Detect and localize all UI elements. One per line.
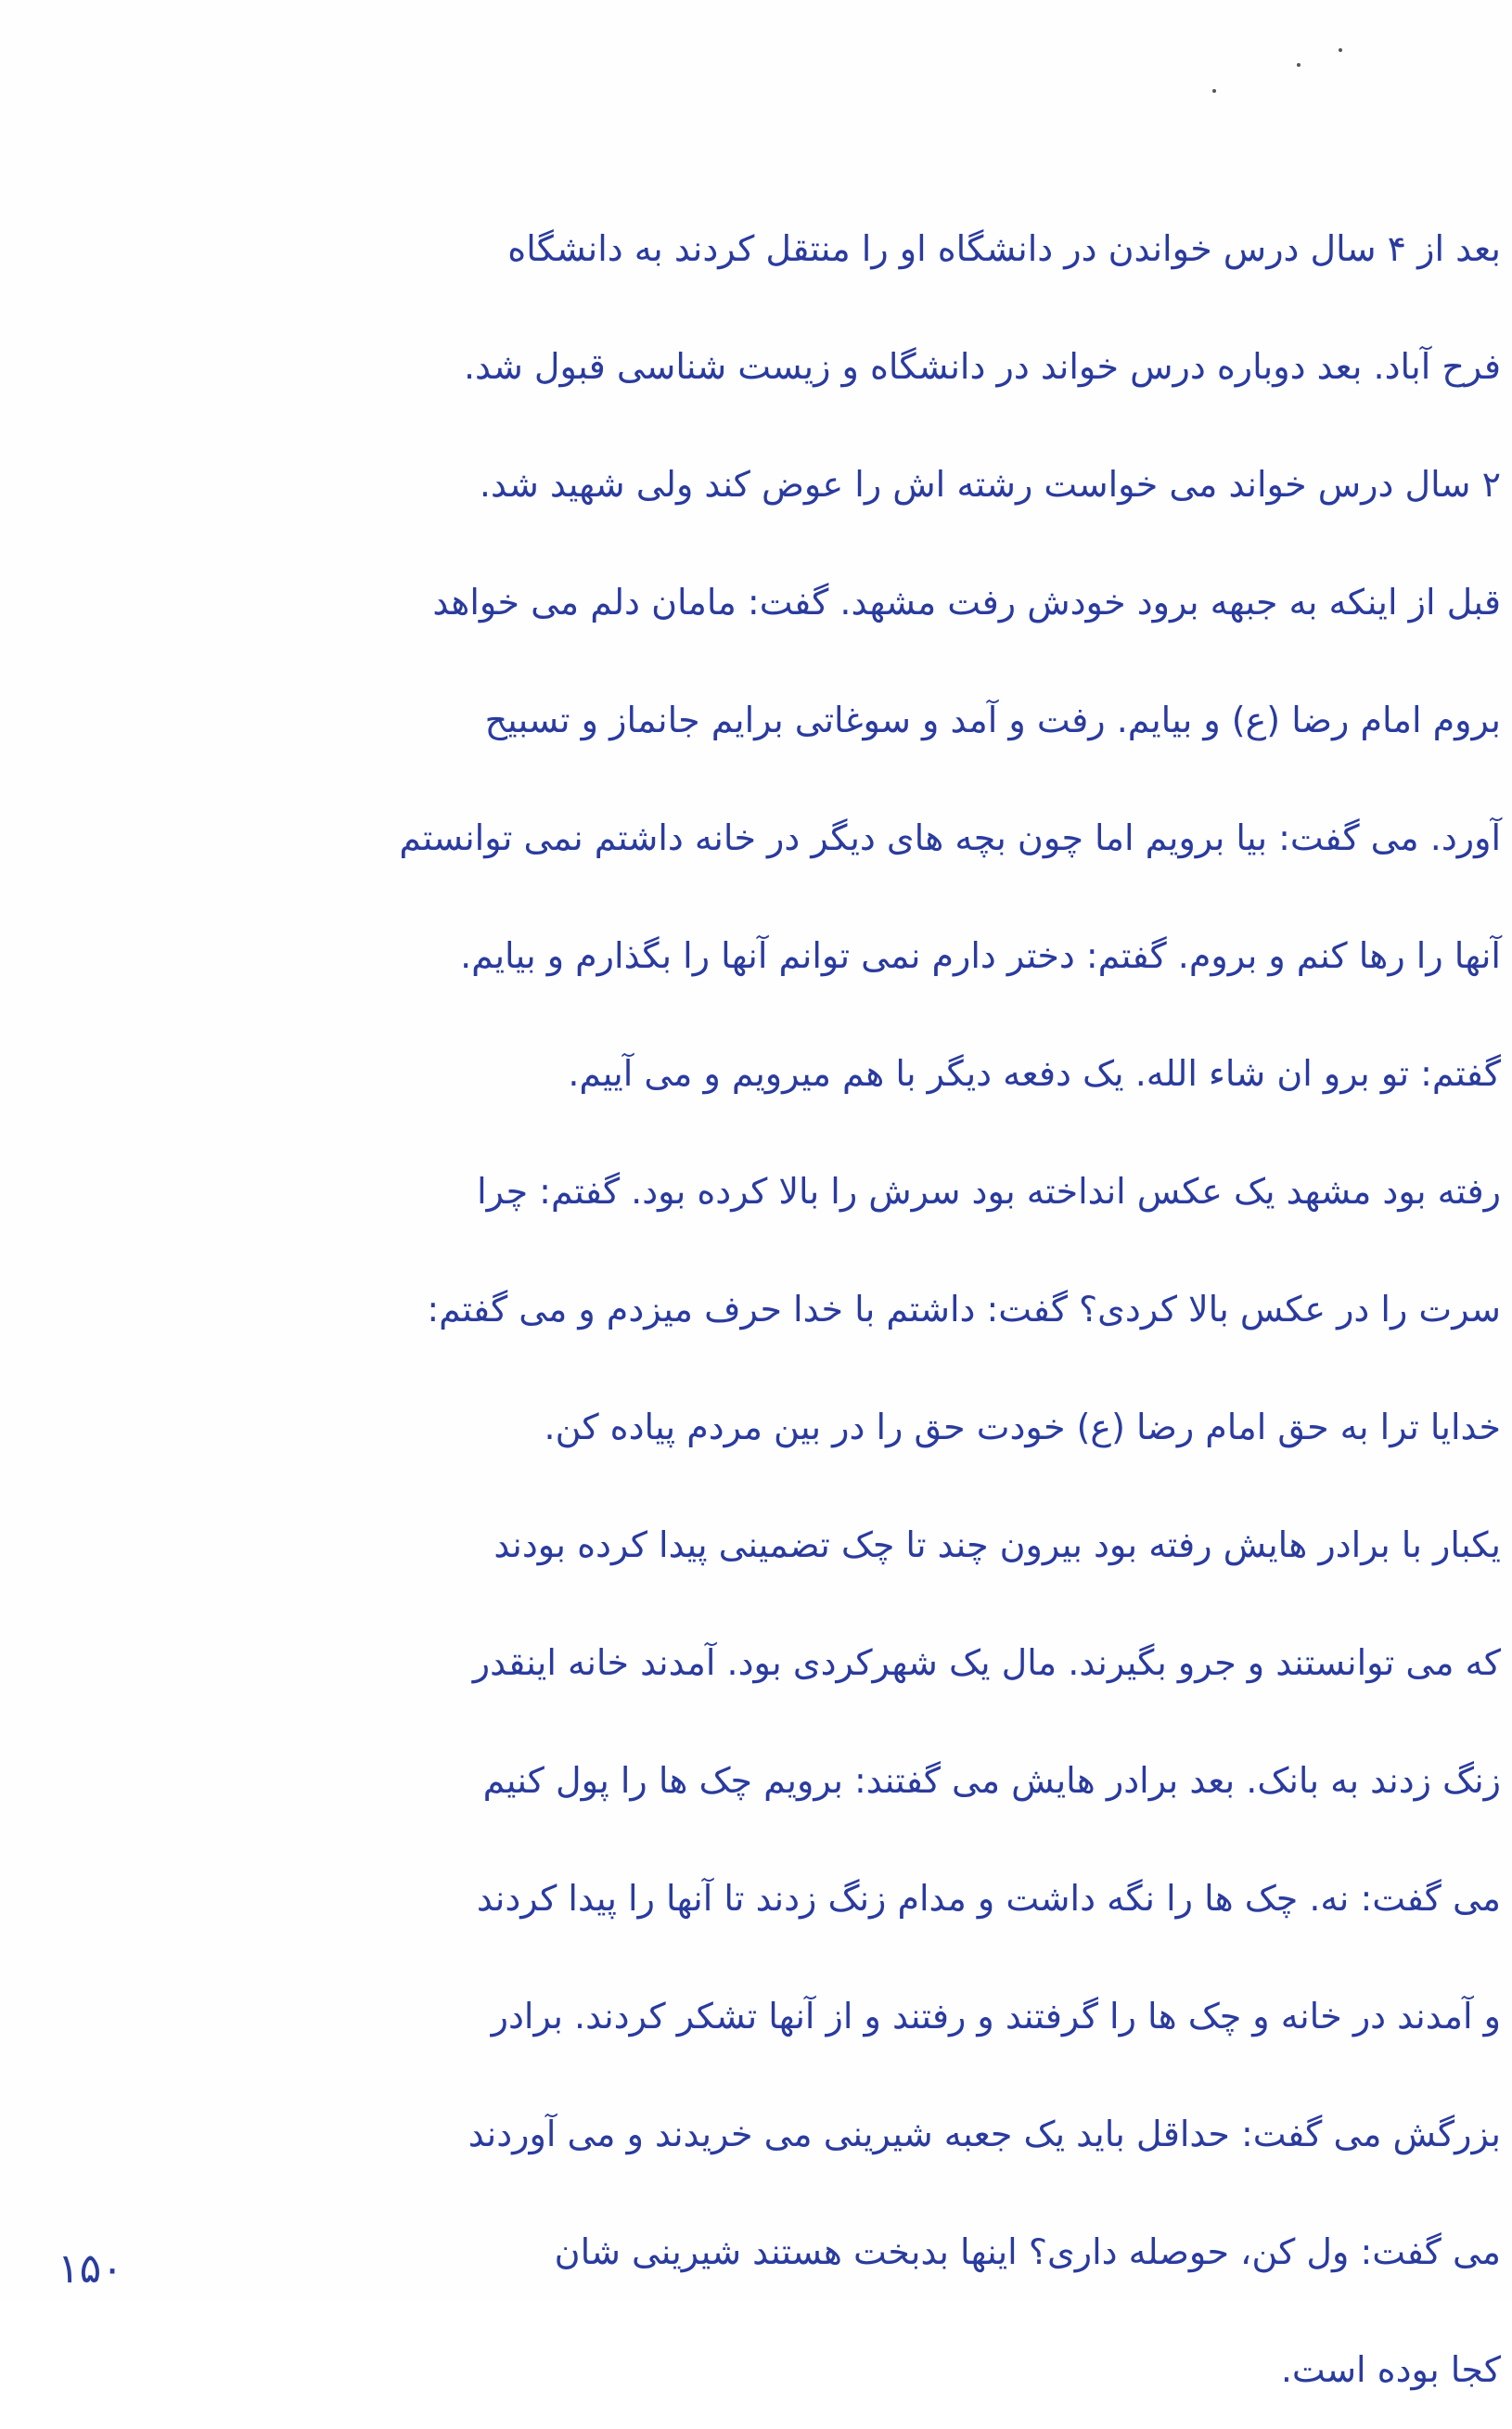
text-line: بزرگش می گفت: حداقل باید یک جعبه شیرینی می خریدند و می آوردند bbox=[468, 2114, 1501, 2154]
text-line: بروم امام رضا (ع) و بیایم. رفت و آمد و سوغاتی برایم جانماز و تسبیح bbox=[484, 700, 1501, 740]
text-line: ۲ سال درس خواند می خواست رشته اش را عوض کند ولی شهید شد. bbox=[479, 464, 1501, 505]
text-line: خدایا ترا به حق امام رضا (ع) خودت حق را در بین مردم پیاده کن. bbox=[544, 1407, 1501, 1447]
text-line: یکبار با برادر هایش رفته بود بیرون چند تا چک تضمینی پیدا کرده بودند bbox=[493, 1524, 1501, 1565]
text-line: زنگ زدند به بانک. بعد برادر هایش می گفتند: برویم چک ها را پول کنیم bbox=[482, 1760, 1501, 1801]
speck bbox=[1339, 48, 1342, 52]
text-line: آورد. می گفت: بیا برویم اما چون بچه های دیگر در خانه داشتم نمی توانستم bbox=[399, 817, 1501, 858]
text-line: فرح آباد. بعد دوباره درس خواند در دانشگاه و زیست شناسی قبول شد. bbox=[463, 346, 1501, 387]
speck bbox=[1297, 63, 1301, 67]
text-line: آنها را رها کنم و بروم. گفتم: دختر دارم نمی توانم آنها را بگذارم و بیایم. bbox=[460, 935, 1501, 976]
text-line: قبل از اینکه به جبهه برود خودش رفت مشهد. گفت: مامان دلم می خواهد bbox=[432, 582, 1501, 623]
text-line: گفتم: تو برو ان شاء الله. یک دفعه دیگر با هم میرویم و می آییم. bbox=[568, 1053, 1501, 1094]
text-line: بعد از ۴ سال درس خواندن در دانشگاه او را منتقل کردند به دانشگاه bbox=[507, 228, 1501, 269]
text-line: که می توانستند و جرو بگیرند. مال یک شهرکردی بود. آمدند خانه اینقدر bbox=[472, 1642, 1501, 1683]
text-line: می گفت: ول کن، حوصله داری؟ اینها بدبخت هستند شیرینی شان bbox=[554, 2231, 1501, 2272]
text-line: سرت را در عکس بالا کردی؟ گفت: داشتم با خدا حرف میزدم و می گفتم: bbox=[427, 1289, 1501, 1330]
speck bbox=[1212, 89, 1216, 93]
text-line: کجا بوده است. bbox=[1280, 2349, 1501, 2390]
page-number: ۱۵۰ bbox=[58, 2245, 123, 2293]
text-line: می گفت: نه. چک ها را نگه داشت و مدام زنگ زدند تا آنها را پیدا کردند bbox=[476, 1878, 1501, 1919]
text-line: و آمدند در خانه و چک ها را گرفتند و رفتند و از آنها تشکر کردند. برادر bbox=[491, 1996, 1501, 2037]
text-line: رفته بود مشهد یک عکس انداخته بود سرش را بالا کرده بود. گفتم: چرا bbox=[477, 1171, 1501, 1212]
handwritten-body-text bbox=[19, 190, 1501, 2429]
